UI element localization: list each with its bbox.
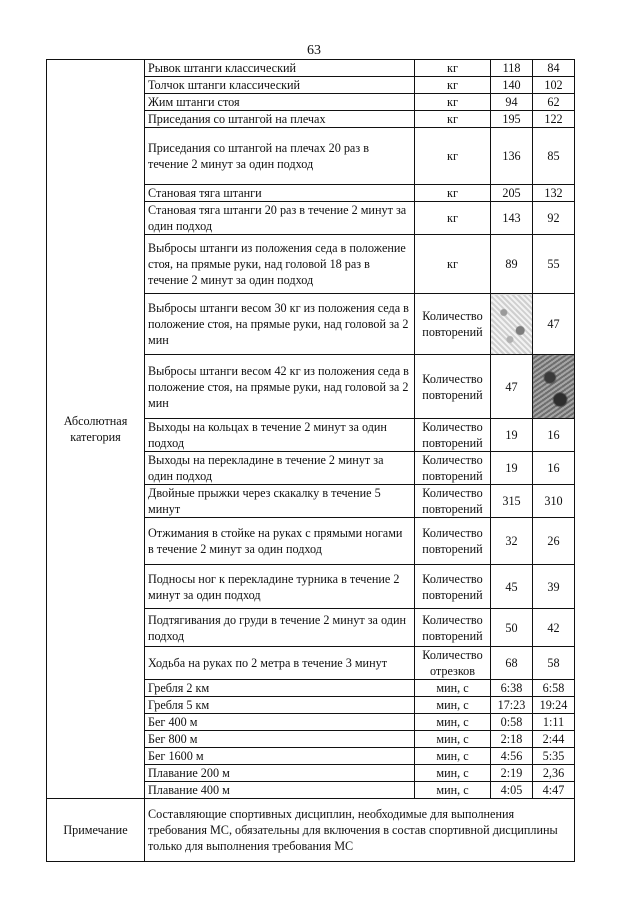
value-cell-2: 47 <box>533 294 575 355</box>
unit-cell: кг <box>415 128 491 185</box>
discipline-name: Отжимания в стойке на руках с прямыми ногами в течение 2 минут за один подход <box>145 518 415 565</box>
value-cell-2: 4:47 <box>533 782 575 799</box>
unit-cell: кг <box>415 111 491 128</box>
unit-cell: мин, с <box>415 714 491 731</box>
value-cell-1: 136 <box>491 128 533 185</box>
discipline-name: Становая тяга штанги 20 раз в течение 2 минут за один подход <box>145 202 415 235</box>
unit-cell: мин, с <box>415 680 491 697</box>
unit-cell: Количество повторений <box>415 355 491 419</box>
value-cell-1: 89 <box>491 235 533 294</box>
unit-cell: Количество повторений <box>415 518 491 565</box>
value-cell-1: 45 <box>491 565 533 609</box>
value-cell-1: 315 <box>491 485 533 518</box>
value-cell-1: 47 <box>491 355 533 419</box>
discipline-name: Ходьба на руках по 2 метра в течение 3 минут <box>145 647 415 680</box>
discipline-name: Бег 1600 м <box>145 748 415 765</box>
unit-cell: мин, с <box>415 697 491 714</box>
value-cell-2: 132 <box>533 185 575 202</box>
value-cell-2: 16 <box>533 452 575 485</box>
unit-cell: кг <box>415 202 491 235</box>
value-cell-2: 55 <box>533 235 575 294</box>
discipline-name: Бег 800 м <box>145 731 415 748</box>
value-cell-1: 17:23 <box>491 697 533 714</box>
standards-table <box>46 59 575 862</box>
unit-cell: мин, с <box>415 765 491 782</box>
value-cell-1: 94 <box>491 94 533 111</box>
value-cell-2: 6:58 <box>533 680 575 697</box>
unit-cell: Количество повторений <box>415 419 491 452</box>
value-cell-2: 2:44 <box>533 731 575 748</box>
value-cell-2: 5:35 <box>533 748 575 765</box>
value-cell-1: 118 <box>491 60 533 77</box>
discipline-name: Толчок штанги классический <box>145 77 415 94</box>
unit-cell: кг <box>415 235 491 294</box>
value-cell-2: 84 <box>533 60 575 77</box>
value-cell-1: 4:05 <box>491 782 533 799</box>
discipline-name: Приседания со штангой на плечах <box>145 111 415 128</box>
table-row <box>47 60 575 77</box>
value-cell-1: 195 <box>491 111 533 128</box>
value-cell-1: 140 <box>491 77 533 94</box>
value-cell-2: 1:11 <box>533 714 575 731</box>
discipline-name: Рывок штанги классический <box>145 60 415 77</box>
value-cell-2: 122 <box>533 111 575 128</box>
discipline-name: Бег 400 м <box>145 714 415 731</box>
value-cell-2: 19:24 <box>533 697 575 714</box>
unit-cell: Количество повторений <box>415 609 491 647</box>
value-cell-2: 92 <box>533 202 575 235</box>
value-cell-1: 32 <box>491 518 533 565</box>
unit-cell: Количество повторений <box>415 452 491 485</box>
value-cell-1: 2:19 <box>491 765 533 782</box>
value-cell-1: 4:56 <box>491 748 533 765</box>
value-cell-1: 19 <box>491 452 533 485</box>
unit-cell: Количество повторений <box>415 485 491 518</box>
value-cell-1: 50 <box>491 609 533 647</box>
discipline-name: Становая тяга штанги <box>145 185 415 202</box>
value-cell-2 <box>533 355 575 419</box>
discipline-name: Плавание 400 м <box>145 782 415 799</box>
discipline-name: Двойные прыжки через скакалку в течение 5 минут <box>145 485 415 518</box>
value-cell-1: 2:18 <box>491 731 533 748</box>
note-row <box>47 799 575 862</box>
value-cell-1: 0:58 <box>491 714 533 731</box>
value-cell-2: 58 <box>533 647 575 680</box>
unit-cell: мин, с <box>415 731 491 748</box>
unit-cell: кг <box>415 94 491 111</box>
value-cell-2: 2,36 <box>533 765 575 782</box>
unit-cell: мин, с <box>415 748 491 765</box>
value-cell-1: 205 <box>491 185 533 202</box>
discipline-name: Подносы ног к перекладине турника в течение 2 минут за один подход <box>145 565 415 609</box>
value-cell-1: 6:38 <box>491 680 533 697</box>
discipline-name: Плавание 200 м <box>145 765 415 782</box>
value-cell-2: 102 <box>533 77 575 94</box>
discipline-name: Гребля 2 км <box>145 680 415 697</box>
value-cell-2: 62 <box>533 94 575 111</box>
standards-table-body <box>47 60 575 862</box>
unit-cell: Количество повторений <box>415 294 491 355</box>
discipline-name: Выбросы штанги из положения седа в положение стоя, на прямые руки, над головой 18 раз в течение 2 минут за один подход <box>145 235 415 294</box>
value-cell-1: 68 <box>491 647 533 680</box>
page-number: 63 <box>307 43 321 58</box>
unit-cell: Количество повторений <box>415 565 491 609</box>
discipline-name: Выбросы штанги весом 30 кг из положения седа в положение стоя, на прямые руки, над головой за 2 мин <box>145 294 415 355</box>
discipline-name: Выходы на кольцах в течение 2 минут за один подход <box>145 419 415 452</box>
value-cell-1: 19 <box>491 419 533 452</box>
discipline-name: Подтягивания до груди в течение 2 минут за один подход <box>145 609 415 647</box>
value-cell-2: 310 <box>533 485 575 518</box>
value-cell-1 <box>491 294 533 355</box>
value-cell-2: 26 <box>533 518 575 565</box>
value-cell-1: 143 <box>491 202 533 235</box>
discipline-name: Гребля 5 км <box>145 697 415 714</box>
discipline-name: Выбросы штанги весом 42 кг из положения седа в положение стоя, на прямые руки, над головой за 2 мин <box>145 355 415 419</box>
note-label: Примечание <box>47 799 145 862</box>
unit-cell: Количество отрезков <box>415 647 491 680</box>
unit-cell: мин, с <box>415 782 491 799</box>
value-cell-2: 42 <box>533 609 575 647</box>
discipline-name: Жим штанги стоя <box>145 94 415 111</box>
discipline-name: Выходы на перекладине в течение 2 минут за один подход <box>145 452 415 485</box>
unit-cell: кг <box>415 60 491 77</box>
value-cell-2: 39 <box>533 565 575 609</box>
unit-cell: кг <box>415 77 491 94</box>
discipline-name: Приседания со штангой на плечах 20 раз в течение 2 минут за один подход <box>145 128 415 185</box>
value-cell-2: 16 <box>533 419 575 452</box>
category-cell: Абсолютная категория <box>47 60 145 799</box>
note-text: Составляющие спортивных дисциплин, необходимые для выполнения требования МС, обязательны для включения в состав спортивной дисциплины только для выполнения требования МС <box>145 799 575 862</box>
value-cell-2: 85 <box>533 128 575 185</box>
unit-cell: кг <box>415 185 491 202</box>
